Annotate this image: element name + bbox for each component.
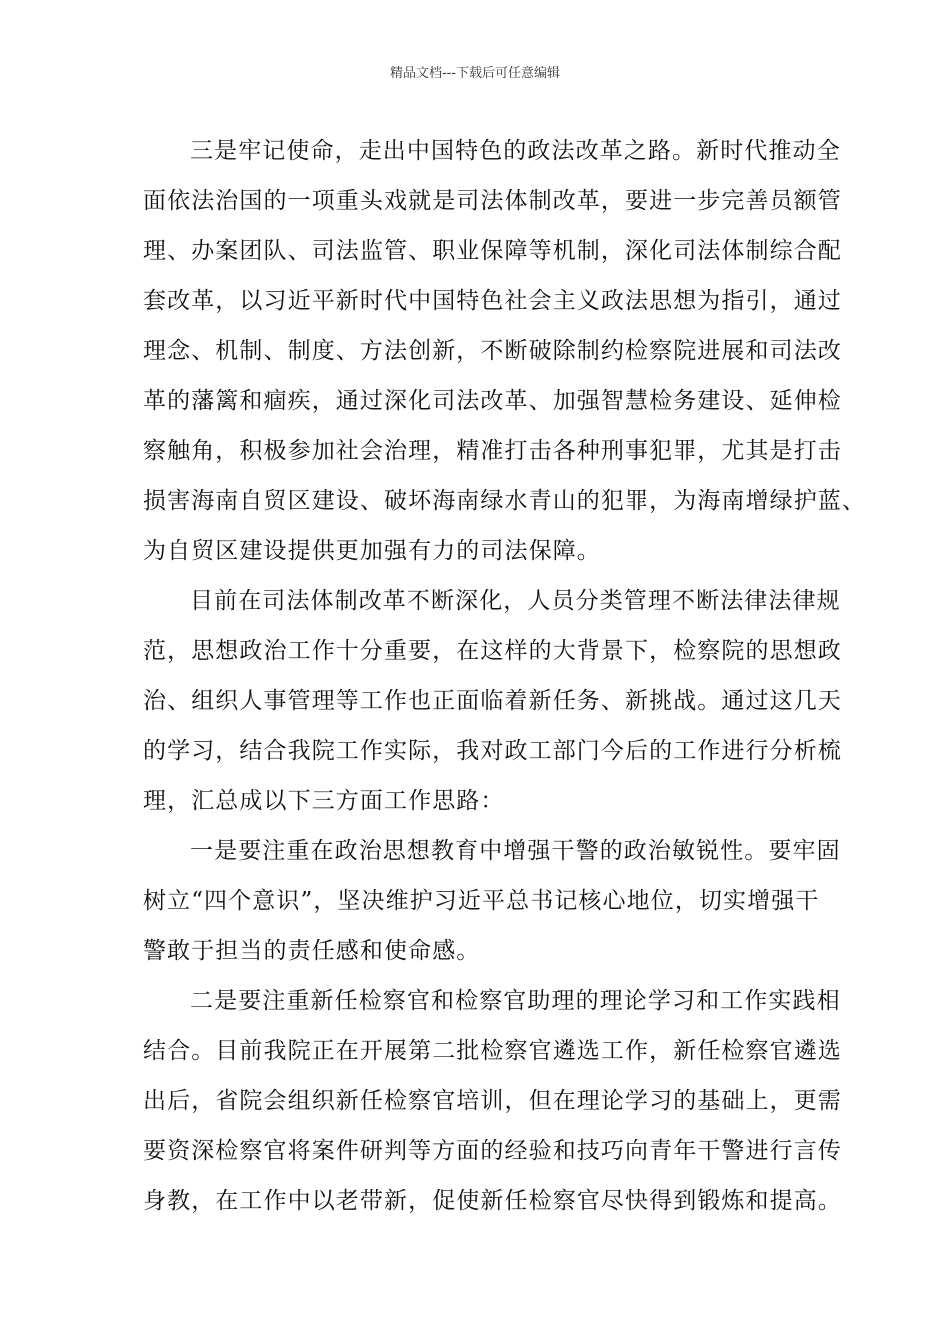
- paragraph-1-line-4: 套改革，以习近平新时代中国特色社会主义政法思想为指引，通过: [143, 288, 842, 314]
- paragraph-4-line-3: 出后，省院会组织新任检察官培训，但在理论学习的基础上，更需: [143, 1088, 842, 1114]
- paragraph-4-line-5: 身教，在工作中以老带新，促使新任检察官尽快得到锻炼和提高。: [143, 1188, 842, 1214]
- paragraph-1-line-1: 三是牢记使命，走出中国特色的政法改革之路。新时代推动全: [190, 138, 841, 164]
- paragraph-1-line-2: 面依法治国的一项重头戏就是司法体制改革，要进一步完善员额管: [143, 188, 842, 214]
- paragraph-2-line-1: 目前在司法体制改革不断深化，人员分类管理不断法律法律规: [190, 588, 841, 614]
- paragraph-1-line-3: 理、办案团队、司法监管、职业保障等机制，深化司法体制综合配: [143, 238, 842, 264]
- paragraph-3-line-2: 树立“四个意识”，坚决维护习近平总书记核心地位，切实增强干: [143, 888, 820, 914]
- paragraph-1-line-9: 为自贸区建设提供更加强有力的司法保障。: [143, 538, 601, 564]
- paragraph-2-line-5: 理，汇总成以下三方面工作思路：: [143, 788, 505, 814]
- paragraph-4-line-2: 结合。目前我院正在开展第二批检察官遴选工作，新任检察官遴选: [143, 1038, 842, 1064]
- paragraph-1-line-5: 理念、机制、制度、方法创新，不断破除制约检察院进展和司法改: [143, 338, 842, 364]
- paragraph-3-line-1: 一是要注重在政治思想教育中增强干警的政治敏锐性。要牢固: [190, 838, 841, 864]
- page-header: 精品文档---下载后可任意编辑: [389, 66, 561, 81]
- paragraph-1-line-6: 革的藩篱和痼疾，通过深化司法改革、加强智慧检务建设、延伸检: [143, 388, 842, 414]
- paragraph-4-line-1: 二是要注重新任检察官和检察官助理的理论学习和工作实践相: [190, 988, 841, 1014]
- paragraph-1-line-8: 损害海南自贸区建设、破坏海南绿水青山的犯罪，为海南增绿护蓝、: [143, 488, 866, 514]
- paragraph-4-line-4: 要资深检察官将案件研判等方面的经验和技巧向青年干警进行言传: [143, 1138, 842, 1164]
- paragraph-2-line-3: 治、组织人事管理等工作也正面临着新任务、新挑战。通过这几天: [143, 688, 842, 714]
- paragraph-1-line-7: 察触角，积极参加社会治理，精准打击各种刑事犯罪，尤其是打击: [143, 438, 842, 464]
- paragraph-2-line-2: 范，思想政治工作十分重要，在这样的大背景下，检察院的思想政: [143, 638, 842, 664]
- paragraph-3-line-3: 警敢于担当的责任感和使命感。: [143, 938, 481, 964]
- paragraph-2-line-4: 的学习，结合我院工作实际，我对政工部门今后的工作进行分析梳: [143, 738, 842, 764]
